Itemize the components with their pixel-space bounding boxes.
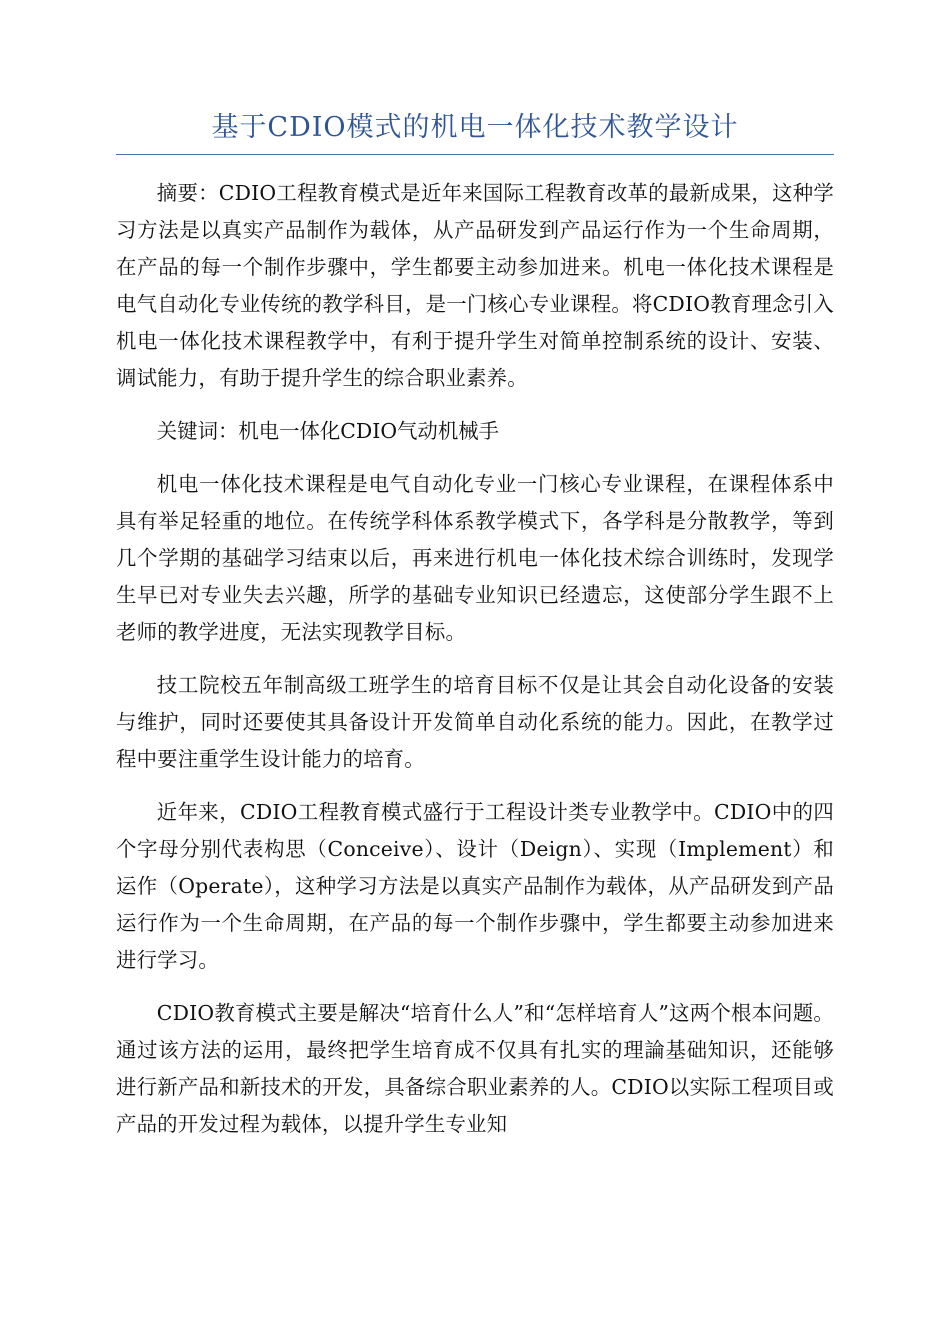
keywords-line: 关键词：机电一体化CDIO气动机械手 bbox=[156, 419, 499, 443]
body-paragraph: CDIO教育模式主要是解决“培育什么人”和“怎样培育人”这两个根本问题。通过该方法的运用，最终把学生培育成不仅具有扎实的理論基础知识，还能够进行新产品和新技术的开发，具备综合职业素养的人。CDIO以实际工程项目或产品的开发过程为载体，以提升学生专业知 bbox=[116, 1001, 834, 1136]
document-title: 基于CDIO模式的机电一体化技术教学设计 bbox=[211, 112, 739, 143]
document-page bbox=[116, 108, 834, 1159]
body-paragraph: 机电一体化技术课程是电气自动化专业一门核心专业课程，在课程体系中具有举足轻重的地位。在传统学科体系教学模式下，各学科是分散教学，等到几个学期的基础学习结束以后，再来进行机电一体化技术综合训练时，发现学生早已对专业失去兴趣，所学的基础专业知识已经遗忘，这使部分学生跟不上老师的教学进度，无法实现教学目标。 bbox=[116, 472, 834, 644]
abstract-paragraph: 摘要：CDIO工程教育模式是近年来国际工程教育改革的最新成果，这种学习方法是以真实产品制作为载体，从产品研发到产品运行作为一个生命周期，在产品的每一个制作步骤中，学生都要主动参加进来。机电一体化技术课程是电气自动化专业传统的教学科目，是一门核心专业课程。将CDIO教育理念引入机电一体化技术课程教学中，有利于提升学生对简单控制系统的设计、安装、调试能力，有助于提升学生的综合职业素养。 bbox=[116, 181, 834, 390]
body-paragraph: 技工院校五年制高级工班学生的培育目标不仅是让其会自动化设备的安装与维护，同时还要使其具备设计开发简单自动化系统的能力。因此，在教学过程中要注重学生设计能力的培育。 bbox=[116, 673, 834, 771]
document-body bbox=[116, 175, 834, 1143]
body-paragraph: 近年来，CDIO工程教育模式盛行于工程设计类专业教学中。CDIO中的四个字母分别代表构思（Conceive）、设计（Deign）、实现（Implement）和运作（Operate），这种学习方法是以真实产品制作为载体，从产品研发到产品运行作为一个生命周期，在产品的每一个制作步骤中，学生都要主动参加进来进行学习。 bbox=[116, 800, 834, 972]
title-block bbox=[116, 108, 834, 155]
